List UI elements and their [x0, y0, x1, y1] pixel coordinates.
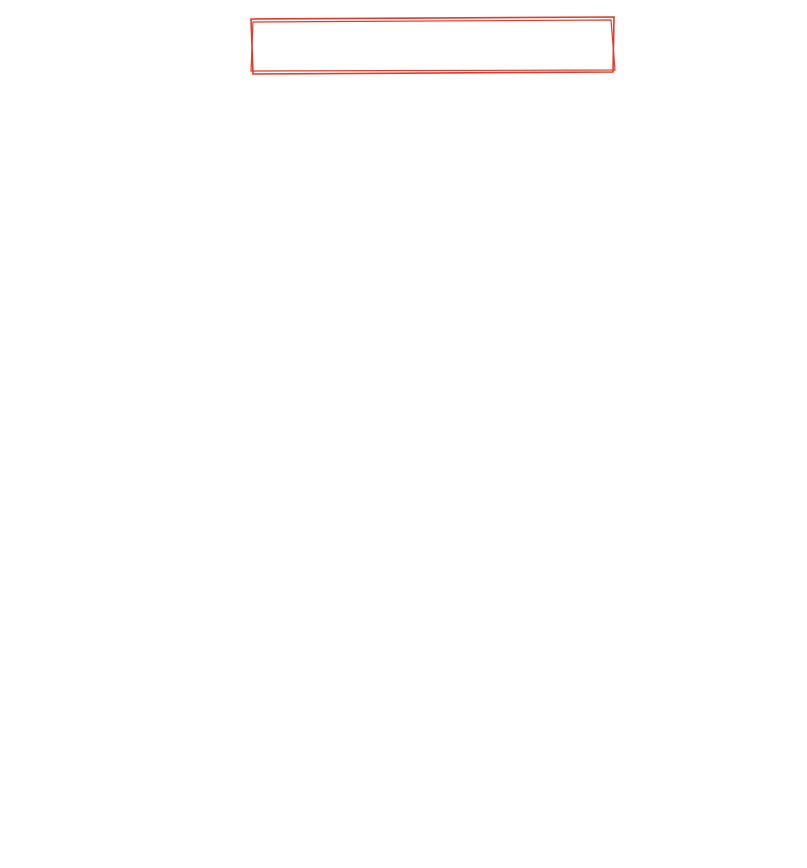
title-box	[249, 16, 616, 76]
page-title	[249, 16, 616, 72]
